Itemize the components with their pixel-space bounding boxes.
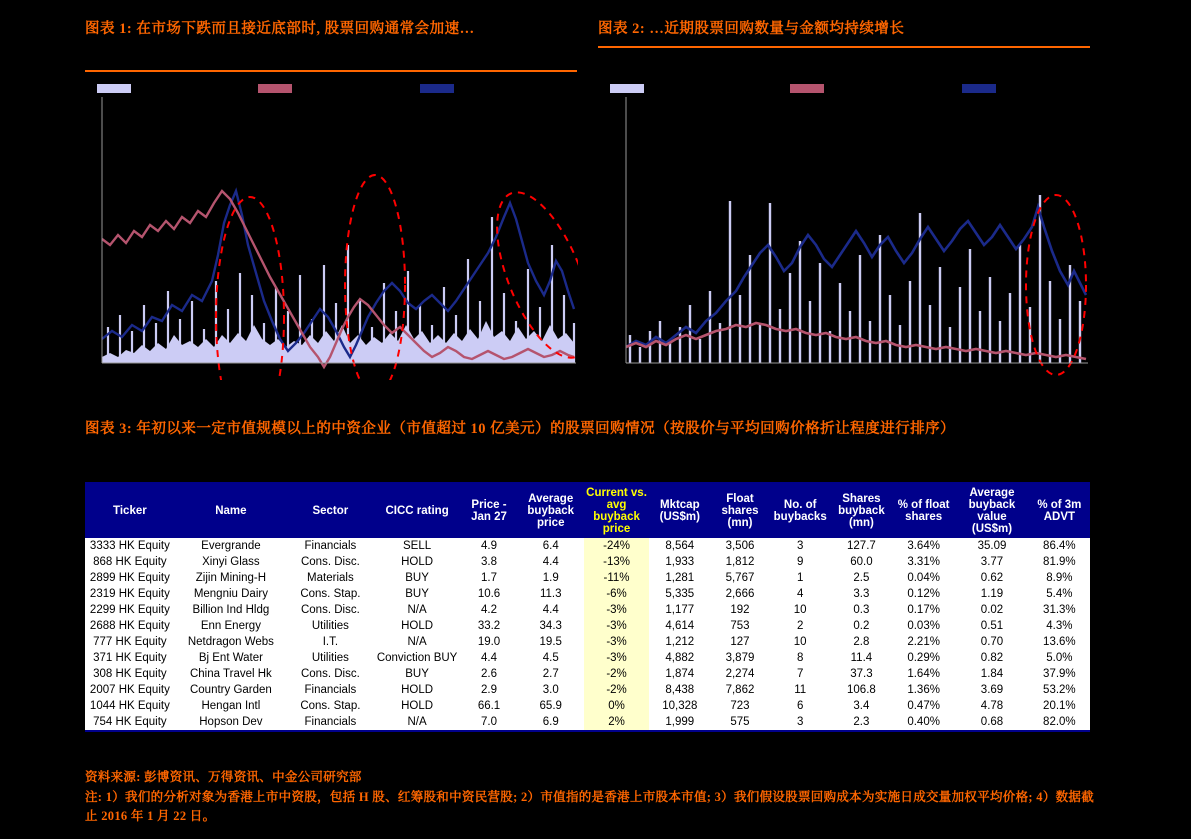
cell-r10-c7: 10,328 bbox=[649, 698, 710, 714]
cell-r7-c3: Conviction BUY bbox=[374, 650, 461, 666]
cell-r6-c1: Netdragon Webs bbox=[175, 634, 287, 650]
table-row bbox=[85, 586, 1090, 602]
cell-r8-c5: 2.7 bbox=[518, 666, 584, 682]
cell-r7-c6: -3% bbox=[584, 650, 649, 666]
cell-r2-c13: 8.9% bbox=[1029, 570, 1090, 586]
cell-r7-c11: 0.29% bbox=[892, 650, 955, 666]
cell-r10-c8: 723 bbox=[710, 698, 769, 714]
exhibit1-legend-swatch-2 bbox=[258, 84, 292, 93]
cell-r10-c2: Cons. Stap. bbox=[287, 698, 374, 714]
cell-r4-c12: 0.02 bbox=[955, 602, 1028, 618]
col-cicc-rating[interactable]: CICC rating bbox=[374, 483, 461, 538]
cell-r6-c12: 0.70 bbox=[955, 634, 1028, 650]
cell-r1-c4: 3.8 bbox=[460, 554, 517, 570]
cell-r1-c1: Xinyi Glass bbox=[175, 554, 287, 570]
cell-r8-c4: 2.6 bbox=[460, 666, 517, 682]
cell-r9-c12: 3.69 bbox=[955, 682, 1028, 698]
cell-r4-c7: 1,177 bbox=[649, 602, 710, 618]
cell-r6-c2: I.T. bbox=[287, 634, 374, 650]
cell-r11-c4: 7.0 bbox=[460, 714, 517, 731]
cell-r8-c10: 37.3 bbox=[831, 666, 892, 682]
cell-r8-c6: -2% bbox=[584, 666, 649, 682]
cell-r5-c1: Enn Energy bbox=[175, 618, 287, 634]
cell-r5-c4: 33.2 bbox=[460, 618, 517, 634]
cell-r10-c10: 3.4 bbox=[831, 698, 892, 714]
cell-r0-c5: 6.4 bbox=[518, 538, 584, 554]
cell-r9-c5: 3.0 bbox=[518, 682, 584, 698]
cell-r11-c0: 754 HK Equity bbox=[85, 714, 175, 731]
cell-r4-c8: 192 bbox=[710, 602, 769, 618]
exhibit1-legend-swatch-1 bbox=[97, 84, 131, 93]
cell-r11-c13: 82.0% bbox=[1029, 714, 1090, 731]
cell-r3-c12: 1.19 bbox=[955, 586, 1028, 602]
cell-r0-c11: 3.64% bbox=[892, 538, 955, 554]
cell-r7-c12: 0.82 bbox=[955, 650, 1028, 666]
cell-r2-c8: 5,767 bbox=[710, 570, 769, 586]
cell-r9-c1: Country Garden bbox=[175, 682, 287, 698]
cell-r7-c8: 3,879 bbox=[710, 650, 769, 666]
exhibit1-chart bbox=[98, 95, 578, 380]
cell-r10-c1: Hengan Intl bbox=[175, 698, 287, 714]
cell-r11-c1: Hopson Dev bbox=[175, 714, 287, 731]
col-no-of-buybacks[interactable]: No. of buybacks bbox=[770, 483, 831, 538]
cell-r4-c1: Billion Ind Hldg bbox=[175, 602, 287, 618]
cell-r8-c1: China Travel Hk bbox=[175, 666, 287, 682]
cell-r9-c4: 2.9 bbox=[460, 682, 517, 698]
cell-r11-c10: 2.3 bbox=[831, 714, 892, 731]
cell-r3-c0: 2319 HK Equity bbox=[85, 586, 175, 602]
cell-r4-c13: 31.3% bbox=[1029, 602, 1090, 618]
cell-r5-c7: 4,614 bbox=[649, 618, 710, 634]
cell-r4-c2: Cons. Disc. bbox=[287, 602, 374, 618]
cell-r0-c10: 127.7 bbox=[831, 538, 892, 554]
cell-r9-c0: 2007 HK Equity bbox=[85, 682, 175, 698]
cell-r6-c8: 127 bbox=[710, 634, 769, 650]
cell-r11-c8: 575 bbox=[710, 714, 769, 731]
table-row bbox=[85, 714, 1090, 731]
cell-r8-c9: 7 bbox=[770, 666, 831, 682]
cell-r10-c11: 0.47% bbox=[892, 698, 955, 714]
cell-r3-c10: 3.3 bbox=[831, 586, 892, 602]
cell-r6-c10: 2.8 bbox=[831, 634, 892, 650]
cell-r7-c7: 4,882 bbox=[649, 650, 710, 666]
cell-r7-c13: 5.0% bbox=[1029, 650, 1090, 666]
cell-r3-c1: Mengniu Dairy bbox=[175, 586, 287, 602]
cell-r0-c0: 3333 HK Equity bbox=[85, 538, 175, 554]
cell-r3-c3: BUY bbox=[374, 586, 461, 602]
col-pct-float[interactable]: % of float shares bbox=[892, 483, 955, 538]
cell-r0-c9: 3 bbox=[770, 538, 831, 554]
table-row bbox=[85, 650, 1090, 666]
table-row bbox=[85, 618, 1090, 634]
cell-r1-c9: 9 bbox=[770, 554, 831, 570]
cell-r7-c4: 4.4 bbox=[460, 650, 517, 666]
cell-r0-c4: 4.9 bbox=[460, 538, 517, 554]
cell-r0-c3: SELL bbox=[374, 538, 461, 554]
cell-r2-c12: 0.62 bbox=[955, 570, 1028, 586]
col-float-shares[interactable]: Float shares (mn) bbox=[710, 483, 769, 538]
cell-r1-c7: 1,933 bbox=[649, 554, 710, 570]
cell-r6-c0: 777 HK Equity bbox=[85, 634, 175, 650]
methodology-note: 注: 1）我们的分析对象为香港上市中资股，包括 H 股、红筹股和中资民营股; 2）市值指的是香港上市股本市值; 3）我们假设股票回购成本为实施日成交量加权平均价格; 4）数据截止 2016 年 1 月 22 日。 bbox=[85, 790, 1095, 823]
buyback-table-head bbox=[85, 483, 1090, 538]
cell-r11-c3: N/A bbox=[374, 714, 461, 731]
cell-r9-c13: 53.2% bbox=[1029, 682, 1090, 698]
source-note: 资料来源: 彭博资讯、万得资讯、中金公司研究部 bbox=[85, 770, 362, 784]
cell-r2-c0: 2899 HK Equity bbox=[85, 570, 175, 586]
cell-r2-c5: 1.9 bbox=[518, 570, 584, 586]
cell-r4-c4: 4.2 bbox=[460, 602, 517, 618]
table-row bbox=[85, 554, 1090, 570]
cell-r3-c8: 2,666 bbox=[710, 586, 769, 602]
cell-r9-c11: 1.36% bbox=[892, 682, 955, 698]
cell-r2-c6: -11% bbox=[584, 570, 649, 586]
cell-r4-c5: 4.4 bbox=[518, 602, 584, 618]
cell-r9-c6: -2% bbox=[584, 682, 649, 698]
cell-r3-c7: 5,335 bbox=[649, 586, 710, 602]
cell-r7-c1: Bj Ent Water bbox=[175, 650, 287, 666]
cell-r2-c3: BUY bbox=[374, 570, 461, 586]
cell-r5-c0: 2688 HK Equity bbox=[85, 618, 175, 634]
cell-r11-c6: 2% bbox=[584, 714, 649, 731]
cell-r9-c7: 8,438 bbox=[649, 682, 710, 698]
cell-r1-c6: -13% bbox=[584, 554, 649, 570]
cell-r5-c9: 2 bbox=[770, 618, 831, 634]
cell-r10-c4: 66.1 bbox=[460, 698, 517, 714]
cell-r11-c12: 0.68 bbox=[955, 714, 1028, 731]
cell-r1-c11: 3.31% bbox=[892, 554, 955, 570]
cell-r5-c13: 4.3% bbox=[1029, 618, 1090, 634]
exhibit2-title: 图表 2: …近期股票回购数量与金额均持续增长 bbox=[598, 21, 905, 37]
cell-r1-c2: Cons. Disc. bbox=[287, 554, 374, 570]
cell-r5-c11: 0.03% bbox=[892, 618, 955, 634]
table-row bbox=[85, 634, 1090, 650]
cell-r9-c3: HOLD bbox=[374, 682, 461, 698]
cell-r8-c0: 308 HK Equity bbox=[85, 666, 175, 682]
cell-r4-c11: 0.17% bbox=[892, 602, 955, 618]
table-row bbox=[85, 698, 1090, 714]
exhibit1-title: 图表 1: 在市场下跌而且接近底部时, 股票回购通常会加速… bbox=[85, 21, 475, 37]
cell-r0-c8: 3,506 bbox=[710, 538, 769, 554]
col-shares-buyback[interactable]: Shares buyback (mn) bbox=[831, 483, 892, 538]
cell-r7-c0: 371 HK Equity bbox=[85, 650, 175, 666]
cell-r1-c13: 81.9% bbox=[1029, 554, 1090, 570]
exhibit2-legend-swatch-2 bbox=[790, 84, 824, 93]
cell-r2-c1: Zijin Mining-H bbox=[175, 570, 287, 586]
cell-r7-c9: 8 bbox=[770, 650, 831, 666]
cell-r3-c2: Cons. Stap. bbox=[287, 586, 374, 602]
col-ticker[interactable]: Ticker bbox=[85, 483, 175, 538]
cell-r1-c12: 3.77 bbox=[955, 554, 1028, 570]
col-avg-buyback-value[interactable]: Average buyback value (US$m) bbox=[955, 483, 1028, 538]
cell-r8-c13: 37.9% bbox=[1029, 666, 1090, 682]
cell-r2-c7: 1,281 bbox=[649, 570, 710, 586]
cell-r2-c11: 0.04% bbox=[892, 570, 955, 586]
exhibit1-legend-swatch-3 bbox=[420, 84, 454, 93]
cell-r6-c4: 19.0 bbox=[460, 634, 517, 650]
cell-r1-c10: 60.0 bbox=[831, 554, 892, 570]
cell-r9-c9: 11 bbox=[770, 682, 831, 698]
cell-r5-c2: Utilities bbox=[287, 618, 374, 634]
exhibit1-title-rule bbox=[85, 70, 577, 72]
cell-r8-c11: 1.64% bbox=[892, 666, 955, 682]
cell-r0-c13: 86.4% bbox=[1029, 538, 1090, 554]
cell-r3-c4: 10.6 bbox=[460, 586, 517, 602]
cell-r5-c3: HOLD bbox=[374, 618, 461, 634]
cell-r3-c5: 11.3 bbox=[518, 586, 584, 602]
cell-r8-c8: 2,274 bbox=[710, 666, 769, 682]
cell-r6-c11: 2.21% bbox=[892, 634, 955, 650]
cell-r10-c9: 6 bbox=[770, 698, 831, 714]
buyback-table-wrap bbox=[85, 482, 1090, 732]
cell-r3-c11: 0.12% bbox=[892, 586, 955, 602]
exhibit2-rose-line bbox=[626, 323, 1086, 359]
cell-r0-c6: -24% bbox=[584, 538, 649, 554]
cell-r4-c9: 10 bbox=[770, 602, 831, 618]
exhibit2-title-rule bbox=[598, 46, 1090, 48]
cell-r11-c5: 6.9 bbox=[518, 714, 584, 731]
cell-r10-c3: HOLD bbox=[374, 698, 461, 714]
col-avg-buyback-price[interactable]: Average buyback price bbox=[518, 483, 584, 538]
cell-r8-c2: Cons. Disc. bbox=[287, 666, 374, 682]
col-sector[interactable]: Sector bbox=[287, 483, 374, 538]
exhibit3-title: 图表 3: 年初以来一定市值规模以上的中资企业（市值超过 10 亿美元）的股票回购情况（按股价与平均回购价格折让程度进行排序） bbox=[85, 421, 956, 437]
cell-r10-c13: 20.1% bbox=[1029, 698, 1090, 714]
cell-r5-c10: 0.2 bbox=[831, 618, 892, 634]
cell-r0-c2: Financials bbox=[287, 538, 374, 554]
table-row bbox=[85, 602, 1090, 618]
cell-r10-c6: 0% bbox=[584, 698, 649, 714]
cell-r2-c9: 1 bbox=[770, 570, 831, 586]
cell-r6-c3: N/A bbox=[374, 634, 461, 650]
cell-r5-c5: 34.3 bbox=[518, 618, 584, 634]
cell-r7-c2: Utilities bbox=[287, 650, 374, 666]
cell-r6-c13: 13.6% bbox=[1029, 634, 1090, 650]
cell-r9-c8: 7,862 bbox=[710, 682, 769, 698]
exhibit2-navy-line bbox=[626, 207, 1086, 347]
cell-r5-c8: 753 bbox=[710, 618, 769, 634]
cell-r9-c10: 106.8 bbox=[831, 682, 892, 698]
exhibit2-legend-swatch-3 bbox=[962, 84, 996, 93]
col-pct-3m-advt[interactable]: % of 3m ADVT bbox=[1029, 483, 1090, 538]
table-row bbox=[85, 682, 1090, 698]
cell-r3-c13: 5.4% bbox=[1029, 586, 1090, 602]
cell-r10-c0: 1044 HK Equity bbox=[85, 698, 175, 714]
cell-r10-c5: 65.9 bbox=[518, 698, 584, 714]
cell-r6-c5: 19.5 bbox=[518, 634, 584, 650]
cell-r4-c0: 2299 HK Equity bbox=[85, 602, 175, 618]
cell-r5-c12: 0.51 bbox=[955, 618, 1028, 634]
cell-r3-c6: -6% bbox=[584, 586, 649, 602]
buyback-table-body bbox=[85, 538, 1090, 731]
exhibit2-annotation-ellipse bbox=[1026, 195, 1086, 375]
cell-r6-c9: 10 bbox=[770, 634, 831, 650]
cell-r1-c3: HOLD bbox=[374, 554, 461, 570]
exhibit2-chart bbox=[622, 95, 1090, 380]
cell-r3-c9: 4 bbox=[770, 586, 831, 602]
cell-r1-c8: 1,812 bbox=[710, 554, 769, 570]
cell-r0-c1: Evergrande bbox=[175, 538, 287, 554]
cell-r2-c10: 2.5 bbox=[831, 570, 892, 586]
cell-r8-c7: 1,874 bbox=[649, 666, 710, 682]
col-name[interactable]: Name bbox=[175, 483, 287, 538]
cell-r11-c9: 3 bbox=[770, 714, 831, 731]
cell-r4-c6: -3% bbox=[584, 602, 649, 618]
table-row bbox=[85, 570, 1090, 586]
cell-r0-c12: 35.09 bbox=[955, 538, 1028, 554]
col-mktcap[interactable]: Mktcap (US$m) bbox=[649, 483, 710, 538]
col-current-vs-avg[interactable]: Current vs. avg buyback price bbox=[584, 483, 649, 538]
cell-r7-c5: 4.5 bbox=[518, 650, 584, 666]
exhibit2-legend-swatch-1 bbox=[610, 84, 644, 93]
col-price-jan27[interactable]: Price - Jan 27 bbox=[460, 483, 517, 538]
cell-r10-c12: 4.78 bbox=[955, 698, 1028, 714]
cell-r1-c5: 4.4 bbox=[518, 554, 584, 570]
cell-r9-c2: Financials bbox=[287, 682, 374, 698]
cell-r8-c3: BUY bbox=[374, 666, 461, 682]
cell-r2-c4: 1.7 bbox=[460, 570, 517, 586]
cell-r11-c7: 1,999 bbox=[649, 714, 710, 731]
cell-r11-c2: Financials bbox=[287, 714, 374, 731]
cell-r4-c3: N/A bbox=[374, 602, 461, 618]
table-row bbox=[85, 666, 1090, 682]
cell-r0-c7: 8,564 bbox=[649, 538, 710, 554]
cell-r4-c10: 0.3 bbox=[831, 602, 892, 618]
cell-r6-c6: -3% bbox=[584, 634, 649, 650]
table-row bbox=[85, 538, 1090, 554]
cell-r5-c6: -3% bbox=[584, 618, 649, 634]
table-header-row bbox=[85, 483, 1090, 538]
cell-r2-c2: Materials bbox=[287, 570, 374, 586]
cell-r11-c11: 0.40% bbox=[892, 714, 955, 731]
cell-r1-c0: 868 HK Equity bbox=[85, 554, 175, 570]
cell-r6-c7: 1,212 bbox=[649, 634, 710, 650]
buyback-table bbox=[85, 482, 1090, 732]
cell-r7-c10: 11.4 bbox=[831, 650, 892, 666]
cell-r8-c12: 1.84 bbox=[955, 666, 1028, 682]
